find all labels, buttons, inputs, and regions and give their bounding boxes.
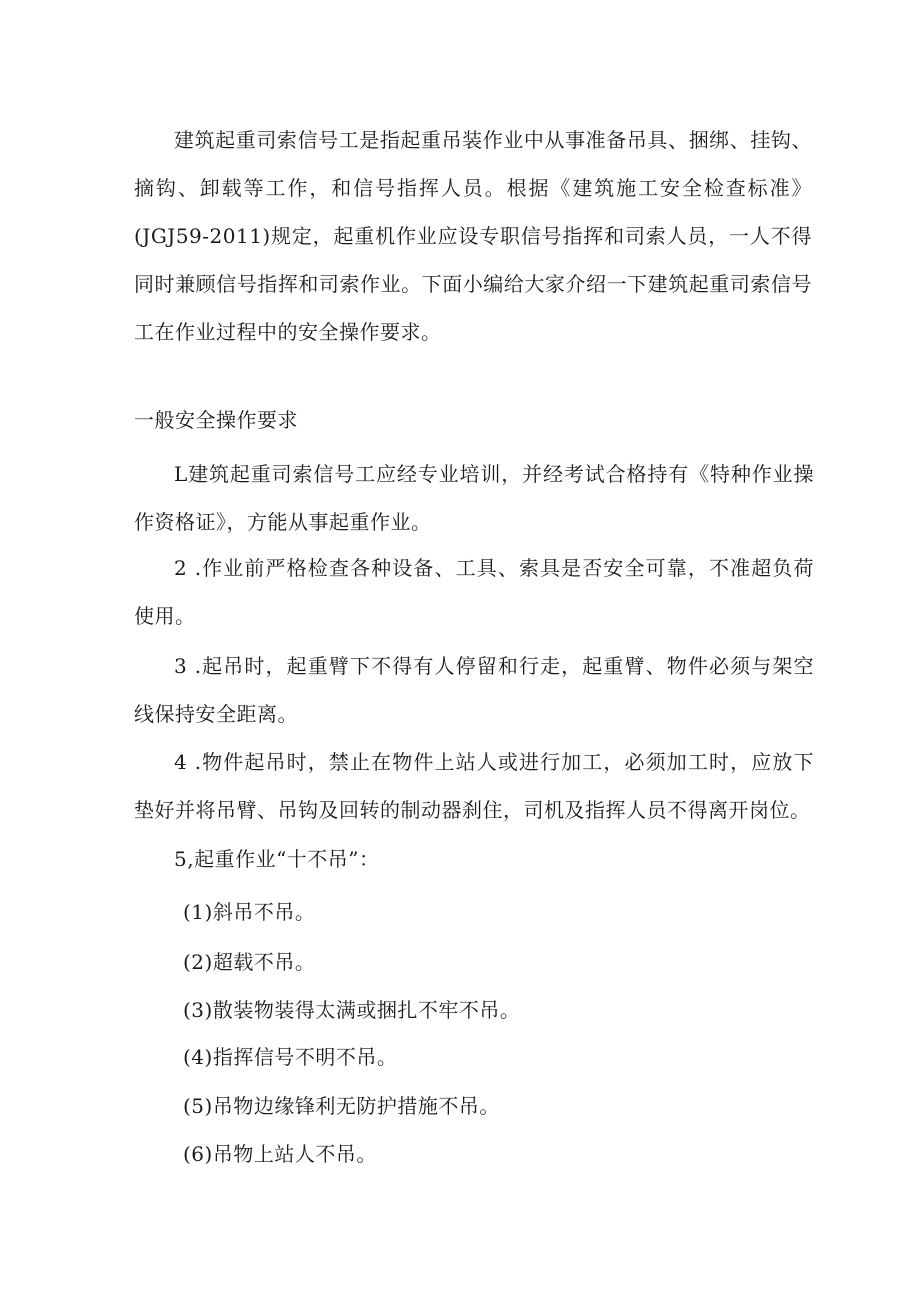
sub-list-item: (4)指挥信号不明不吊。 <box>183 1045 398 1069</box>
sub-list-item: (3)散装物装得太满或捆扎不牢不吊。 <box>183 998 521 1022</box>
list-item: 5,起重作业“十不吊”： <box>174 847 380 871</box>
sub-list-item: (5)吊物边缘锋利无防护措施不吊。 <box>183 1094 500 1118</box>
sub-list-item: (2)超载不吊。 <box>183 950 316 974</box>
intro-paragraph: 建筑起重司索信号工是指起重吊装作业中从事准备吊具、捆绑、挂钩、摘钩、卸载等工作，和信号指挥人员。根据《建筑施工安全检查标准》(JGJ59-2011)规定，起重机作业应设专职信号指挥和司索人员，一人不得同时兼顾信号指挥和司索作业。下面小编给大家介绍一下建筑起重司索信号工在作业过程中的安全操作要求。 <box>134 128 812 344</box>
section-heading: 一般安全操作要求 <box>134 408 298 432</box>
list-item: 3 .起吊时，起重臂下不得有人停留和行走，起重臂、物件必须与架空线保持安全距离。 <box>134 654 814 726</box>
list-item: L建筑起重司索信号工应经专业培训，并经考试合格持有《特种作业操作资格证》，方能从事起重作业。 <box>134 462 814 534</box>
list-item: 4 .物件起吊时，禁止在物件上站人或进行加工，必须加工时，应放下垫好并将吊臂、吊钩及回转的制动器刹住，司机及指挥人员不得离开岗位。 <box>134 750 814 822</box>
sub-list-item: (6)吊物上站人不吊。 <box>183 1142 377 1166</box>
list-item: 2 .作业前严格检查各种设备、工具、索具是否安全可靠，不准超负荷使用。 <box>134 556 814 628</box>
sub-list-item: (1)斜吊不吊。 <box>183 900 316 924</box>
